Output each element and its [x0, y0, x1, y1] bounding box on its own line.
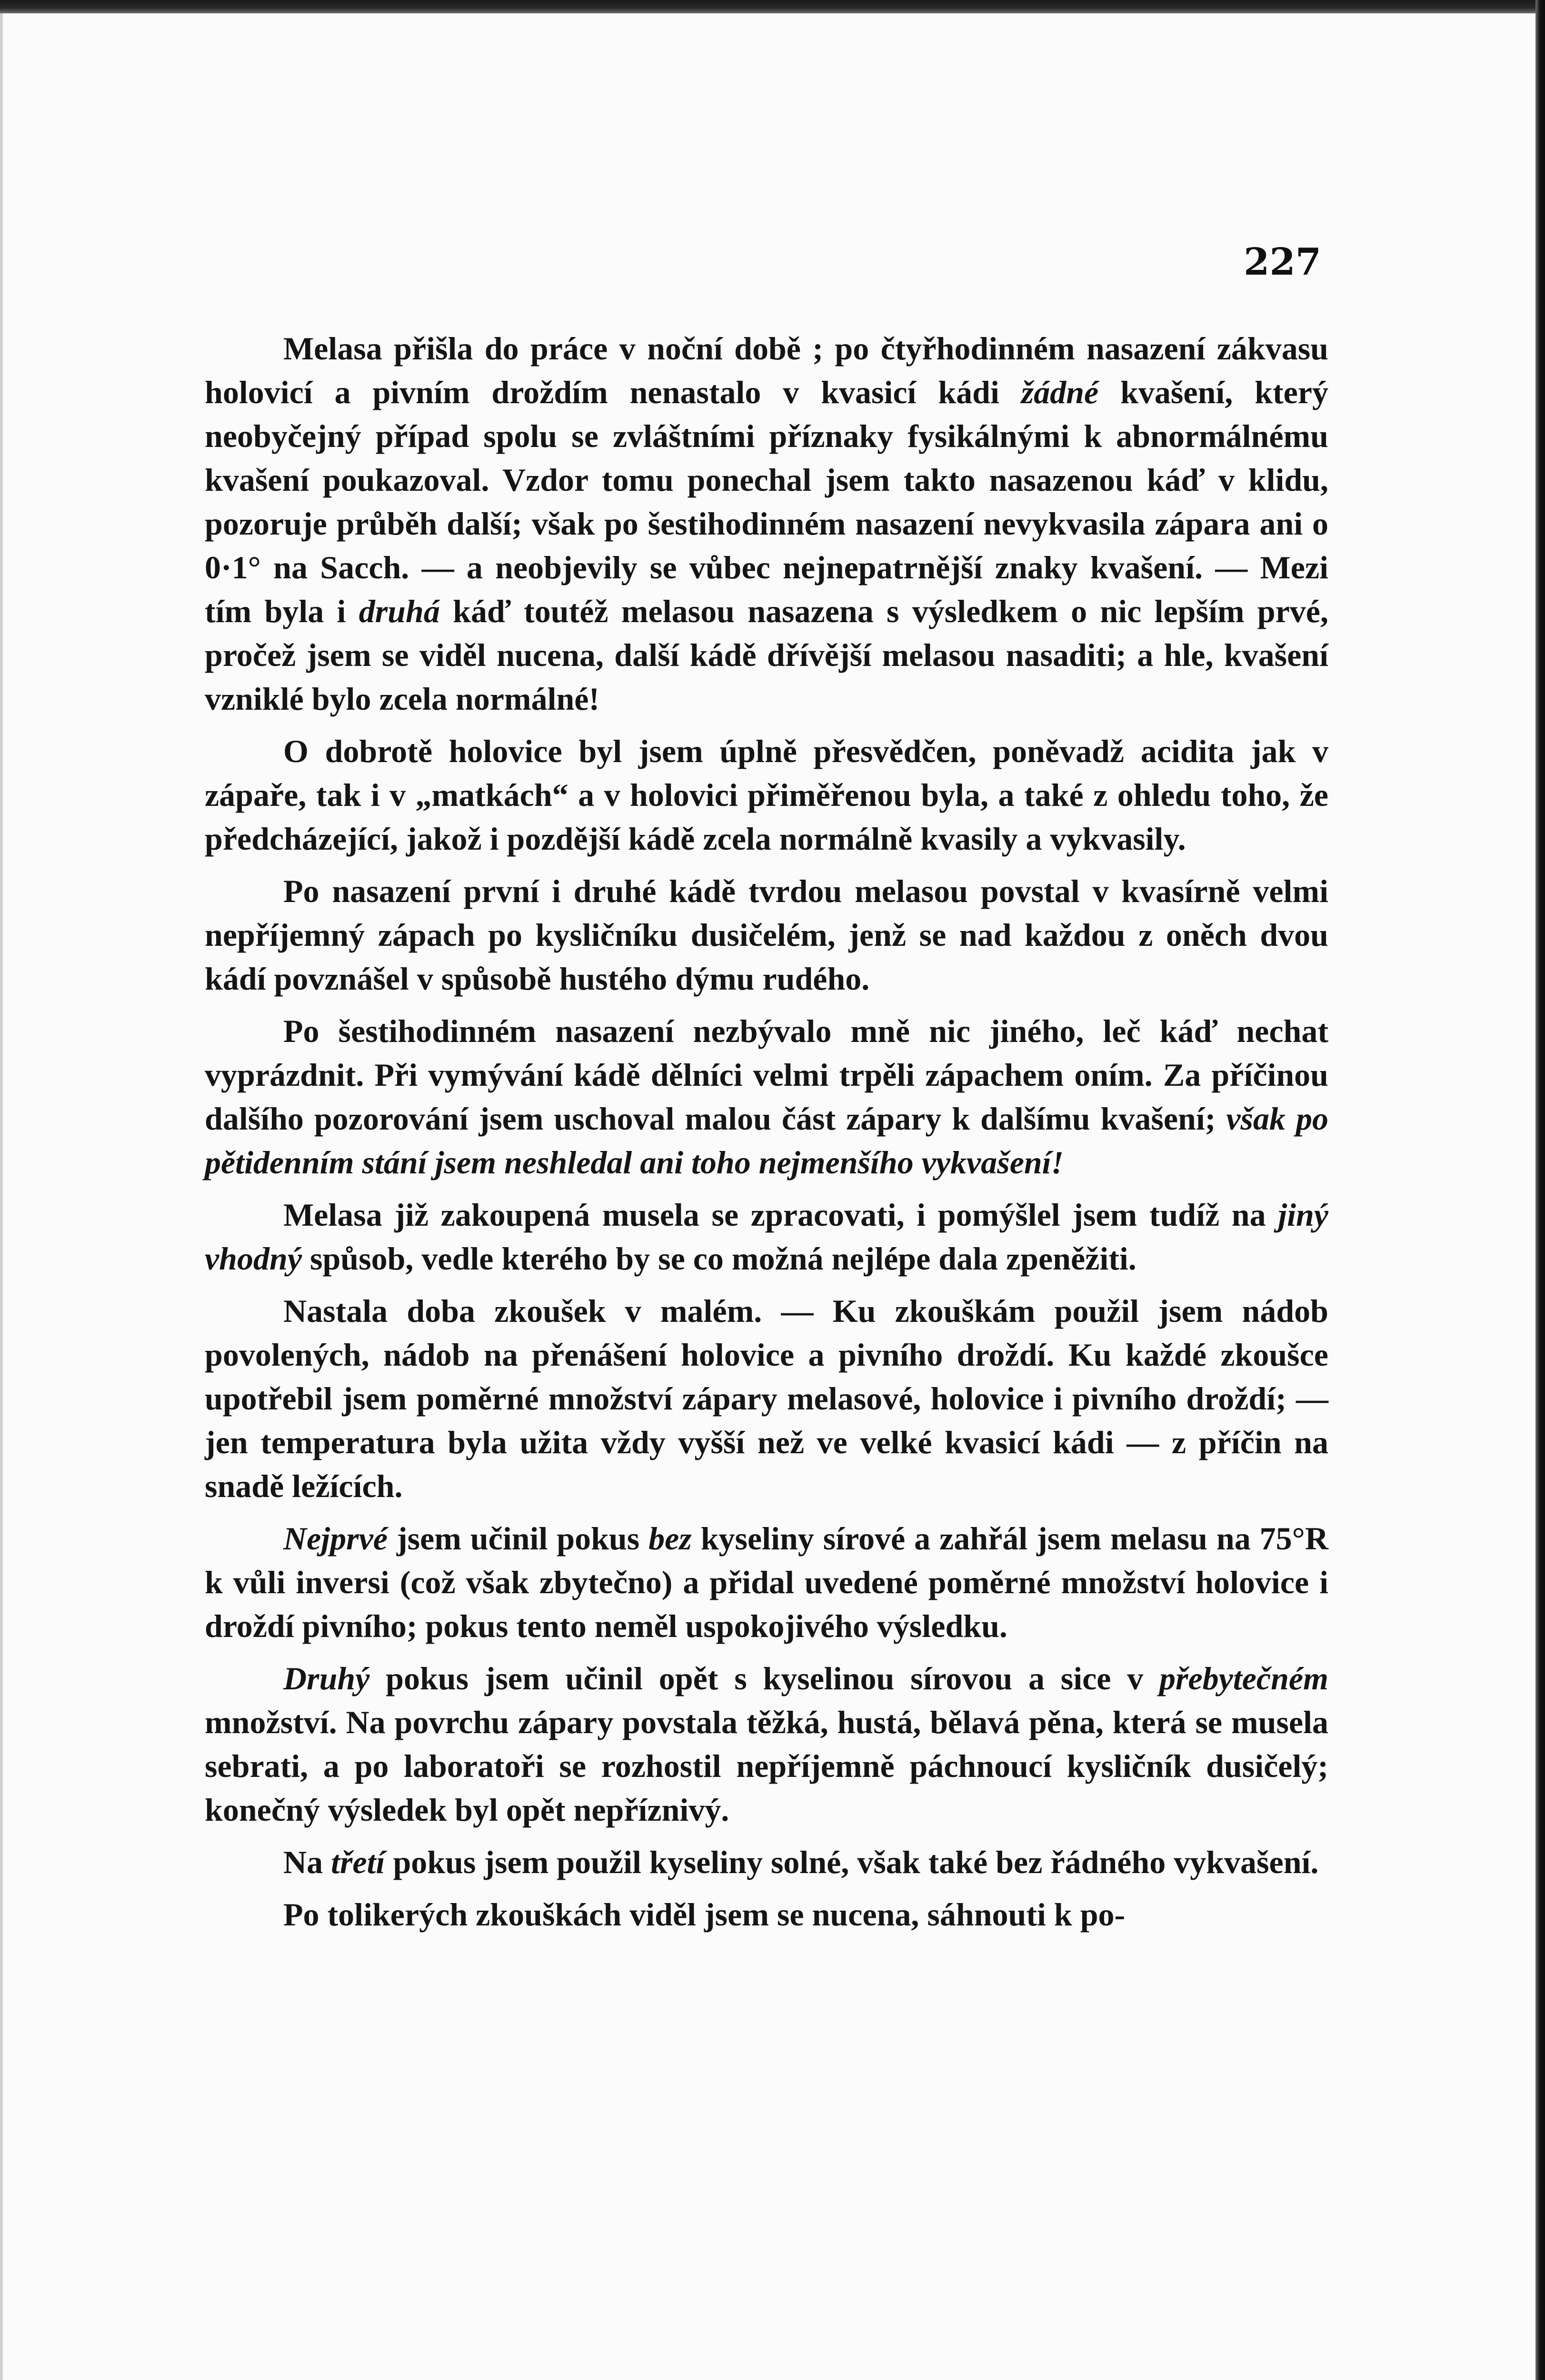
paragraph	[205, 729, 1328, 861]
text-run: pokus jsem učinil opět s kyselinou sírovou a sice v	[369, 1660, 1160, 1696]
text-run: Melasa již zakoupená musela se zpracovati, i pomýšlel jsem tudíž na	[283, 1197, 1278, 1233]
paragraph	[205, 1840, 1328, 1884]
text-run: Po tolikerých zkouškách viděl jsem se nucena, sáhnouti k po-	[283, 1896, 1126, 1933]
text-run: spůsob, vedle kterého by se co možná nejlépe dala zpeněžiti.	[302, 1240, 1136, 1277]
italic-text: přebytečném	[1159, 1660, 1328, 1696]
italic-text: jiný vhodný	[205, 1197, 1328, 1277]
scan-border-top	[0, 0, 1545, 13]
page-number: 227	[1244, 240, 1321, 284]
page-edge-left	[0, 0, 3, 2380]
paragraph	[205, 1517, 1328, 1648]
paragraph	[205, 869, 1328, 1001]
paragraph	[205, 1893, 1328, 1936]
paragraph	[205, 327, 1328, 721]
body-text	[205, 327, 1328, 1945]
text-run: jsem učinil pokus	[388, 1520, 649, 1557]
text-run: množství. Na povrchu zápary povstala těžká, hustá, bělavá pěna, která se musela sebrati, a po laboratoři se rozhostil nepříjemně páchnoucí kysličník dusičelý; konečný výsledek byl opět nepříznivý.	[205, 1704, 1328, 1828]
italic-text: bez	[648, 1520, 692, 1557]
italic-text: Druhý	[283, 1660, 370, 1696]
text-run: Nastala doba zkoušek v malém. — Ku zkouškám použil jsem nádob povolených, nádob na přenášení holovice a pivního droždí. Ku každé zkoušce upotřebil jsem poměrné množství zápary melasové, holovice i pivního droždí; — jen temperatura byla užita vždy vyšší než ve velké kvasicí kádi — z příčin na snadě ležících.	[205, 1293, 1328, 1504]
text-run: Na	[283, 1844, 331, 1880]
text-run: O dobrotě holovice byl jsem úplně přesvědčen, poněvadž acidita jak v zápaře, tak i v „matkách“ a v holovici přiměřenou byla, a také z ohledu toho, že předcházející, jakož i pozdější kádě zcela normálně kvasily a vykvasily.	[205, 733, 1328, 857]
scan-border-right	[1535, 0, 1545, 2380]
paragraph	[205, 1193, 1328, 1280]
text-run: káď toutéž melasou nasazena s výsledkem o nic lepším prvé, pročež jsem se viděl nucena, další kádě dřívější melasou nasaditi; a hle, kvašení vzniklé bylo zcela normálné!	[205, 593, 1328, 717]
italic-text: Nejprvé	[283, 1520, 388, 1557]
text-run: kyseliny sírové a zahřál jsem melasu na 75°R k vůli inversi (což však zbytečno) a přidal uvedené poměrné množství holovice i droždí pivního; pokus tento neměl uspokojivého výsledku.	[205, 1520, 1328, 1644]
text-run: Po nasazení první i druhé kádě tvrdou melasou povstal v kvasírně velmi nepříjemný zápach po kysličníku dusičelém, jenž se nad každou z oněch dvou kádí povznášel v spůsobě hustého dýmu rudého.	[205, 873, 1328, 997]
italic-text: druhá	[359, 593, 440, 629]
text-run: kvašení, který neobyčejný případ spolu se zvláštními příznaky fysikálnými k abnormálnému kvašení poukazoval. Vzdor tomu ponechal jsem takto nasazenou káď v klidu, pozoruje průběh další; však po šestihodinném nasazení nevykvasila zápara ani o 0·1° na Sacch. — a neobjevily se vůbec nejnepatrnější znaky kvašení. — Mezi tím byla i	[205, 374, 1328, 629]
text-run: Melasa přišla do práce v noční době ; po čtyřhodinném nasazení zákvasu holovicí a pivním droždím nenastalo v kvasicí kádi	[205, 330, 1328, 410]
paragraph	[205, 1289, 1328, 1508]
italic-text: třetí	[331, 1844, 385, 1880]
text-run: pokus jsem použil kyseliny solné, však také bez řádného vykvašení.	[385, 1844, 1319, 1880]
text-run: Po šestihodinném nasazení nezbývalo mně nic jiného, leč káď nechat vyprázdnit. Při vymývání kádě dělníci velmi trpěli zápachem oním. Za příčinou dalšího pozorování jsem uschoval malou část zápary k dalšímu kvašení;	[205, 1013, 1328, 1137]
italic-text: žádné	[1021, 374, 1099, 410]
paragraph	[205, 1009, 1328, 1184]
paragraph	[205, 1656, 1328, 1832]
italic-text: však po pětidenním stání jsem neshledal ani toho nejmenšího vykvašení!	[205, 1101, 1328, 1180]
